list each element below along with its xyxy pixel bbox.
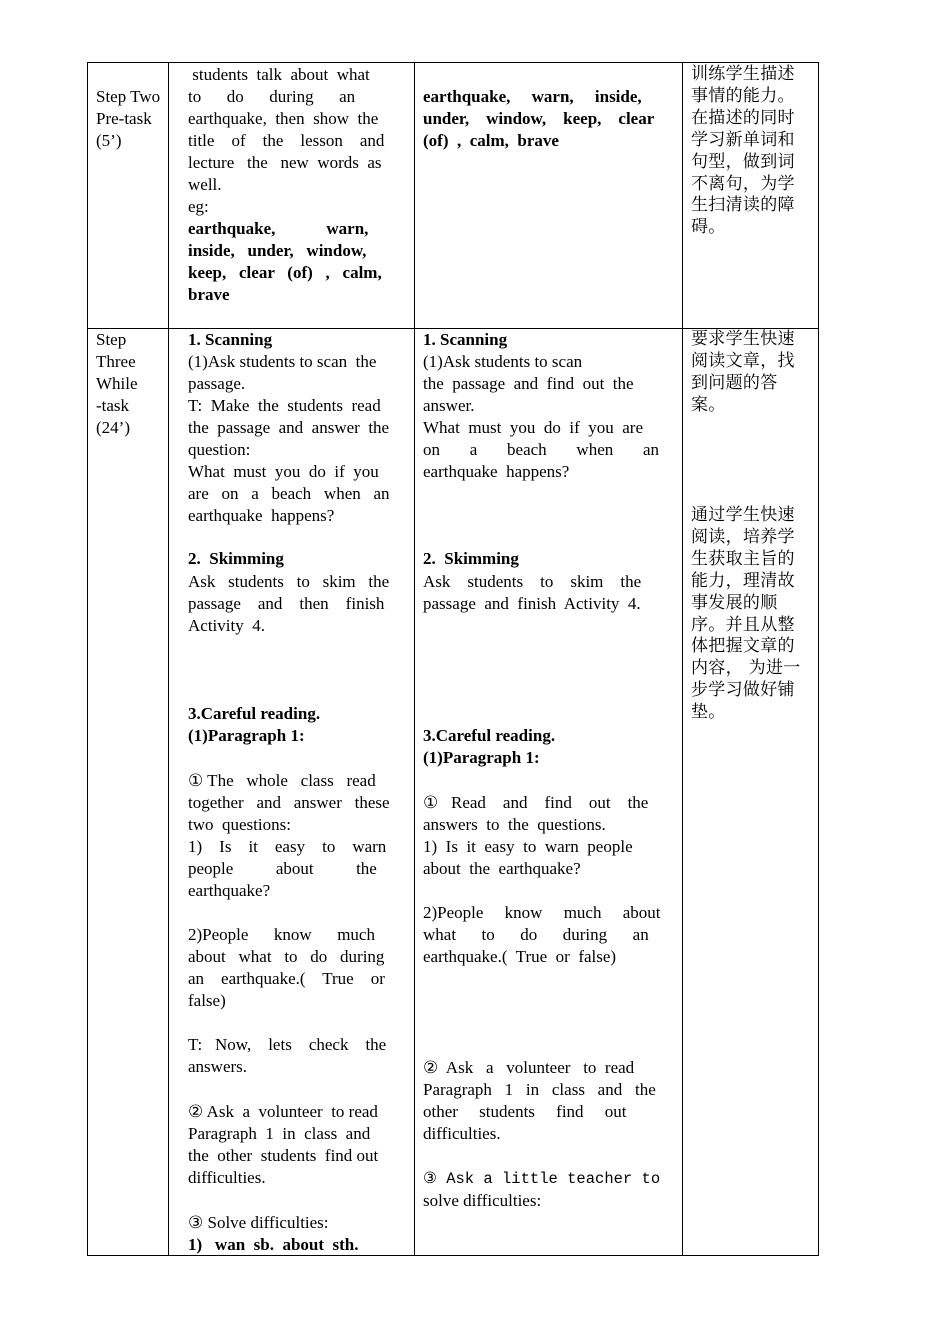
step-three-label-line: -task — [96, 396, 130, 415]
vocab-line: under, window, keep, clear — [423, 109, 655, 128]
text-line: 1) Is it easy to warn people — [423, 837, 633, 856]
text-line: (1)Ask students to scan — [423, 352, 583, 371]
text-line: ② Ask a volunteer to read — [423, 1058, 635, 1077]
step-three-label-line: While — [96, 374, 138, 393]
step-three-purpose-scanning: 要求学生快速阅读文章，找到问题的答案。 — [691, 329, 795, 415]
step-two-label-line: (5’) — [96, 131, 122, 150]
text-line: passage and then finish — [188, 594, 385, 613]
text-line: ② Ask a volunteer to read — [188, 1102, 378, 1121]
text-line: an earthquake.( True or — [188, 969, 385, 988]
text-line: earthquake happens? — [188, 506, 335, 525]
text-line: What must you do if you are — [423, 418, 644, 437]
text-line: solve difficulties: — [423, 1191, 542, 1210]
step-two-label-line: Pre-task — [96, 109, 152, 128]
section-heading: 3.Careful reading. — [188, 704, 321, 723]
text-line: are on a beach when an — [188, 484, 390, 503]
text-line: on a beach when an — [423, 440, 660, 459]
vocab-line: brave — [188, 285, 230, 304]
text-line: other students find out — [423, 1102, 627, 1121]
step-three-label-line: Step — [96, 330, 127, 349]
text-line: the passage and find out the — [423, 374, 634, 393]
text-line: What must you do if you — [188, 462, 379, 481]
text-line: passage and finish Activity 4. — [423, 594, 641, 613]
step-two-label-line: Step Two — [96, 87, 161, 106]
text-line: answers. — [188, 1057, 248, 1076]
text-line: the passage and answer the — [188, 418, 390, 437]
text-line: 2)People know much about — [423, 903, 661, 922]
text-line: T: Make the students read — [188, 396, 381, 415]
text-line: together and answer these — [188, 793, 390, 812]
vocab-line: (of) , calm, brave — [423, 131, 559, 150]
text-line: passage. — [188, 374, 246, 393]
text-line: ① The whole class read — [188, 771, 376, 790]
section-heading: 2. Skimming — [188, 549, 284, 568]
step-three-label-line: (24’) — [96, 418, 130, 437]
text-line: Ask students to skim the — [188, 572, 390, 591]
section-heading: 3.Careful reading. — [423, 726, 556, 745]
text-line: answers to the questions. — [423, 815, 606, 834]
section-heading: 2. Skimming — [423, 549, 519, 568]
text-line: Paragraph 1 in class and the — [423, 1080, 656, 1099]
text-line: ① Read and find out the — [423, 793, 649, 812]
text-line: lecture the new words as — [188, 153, 382, 172]
step-three-purpose-cell — [683, 329, 819, 1256]
text-line: Activity 4. — [188, 616, 265, 635]
text-line: (1)Ask students to scan the — [188, 352, 377, 371]
vocab-line: inside, under, window, — [188, 241, 367, 260]
text-line: title of the lesson and — [188, 131, 385, 150]
step-three-purpose-skimming: 通过学生快速阅读，培养学生获取主旨的能力，理清故事发展的顺序。并且从整体把握文章的内容， 为进一步学习做好铺垫。 — [691, 505, 801, 723]
vocab-line: earthquake, warn, — [188, 219, 369, 238]
text-line: earthquake, then show the — [188, 109, 379, 128]
text-line: 1) Is it easy to warn — [188, 837, 387, 856]
section-heading: 1. Scanning — [423, 330, 508, 349]
text-line: about the earthquake? — [423, 859, 581, 878]
section-heading: 1. Scanning — [188, 330, 273, 349]
text-line: difficulties. — [188, 1168, 266, 1187]
text-line: what to do during an — [423, 925, 649, 944]
text-line: people about the — [188, 859, 377, 878]
text-line: 2)People know much — [188, 925, 375, 944]
text-line: T: Now, lets check the — [188, 1035, 387, 1054]
text-line: two questions: — [188, 815, 291, 834]
text-line: question: — [188, 440, 251, 459]
step-three-label-line: Three — [96, 352, 136, 371]
text-line: difficulties. — [423, 1124, 501, 1143]
text-line: ③ Ask a little teacher to — [423, 1170, 661, 1188]
text-line: earthquake happens? — [423, 462, 570, 481]
step-two-purpose: 训练学生描述事情的能力。在描述的同时学习新单词和句型，做到词不离句，为学生扫清读的障碍。 — [691, 64, 795, 238]
text-line: Paragraph 1 in class and — [188, 1124, 371, 1143]
text-line: eg: — [188, 197, 209, 216]
text-line: ③ Solve difficulties: — [188, 1213, 329, 1232]
step-three-label-cell — [88, 329, 169, 1256]
text-line: earthquake? — [188, 881, 271, 900]
text-line: to do during an — [188, 87, 356, 106]
vocab-line: earthquake, warn, inside, — [423, 87, 642, 106]
text-line: well. — [188, 175, 222, 194]
text-line: false) — [188, 991, 226, 1010]
text-line: about what to do during — [188, 947, 385, 966]
phrase-line: 1) wan sb. about sth. — [188, 1235, 359, 1254]
section-heading: (1)Paragraph 1: — [423, 748, 540, 767]
text-line: answer. — [423, 396, 475, 415]
text-line: students talk about what — [188, 65, 370, 84]
vocab-line: keep, clear (of) , calm, — [188, 263, 382, 282]
section-heading: (1)Paragraph 1: — [188, 726, 305, 745]
text-line: earthquake.( True or false) — [423, 947, 617, 966]
text-line: the other students find out — [188, 1146, 379, 1165]
text-line: Ask students to skim the — [423, 572, 642, 591]
